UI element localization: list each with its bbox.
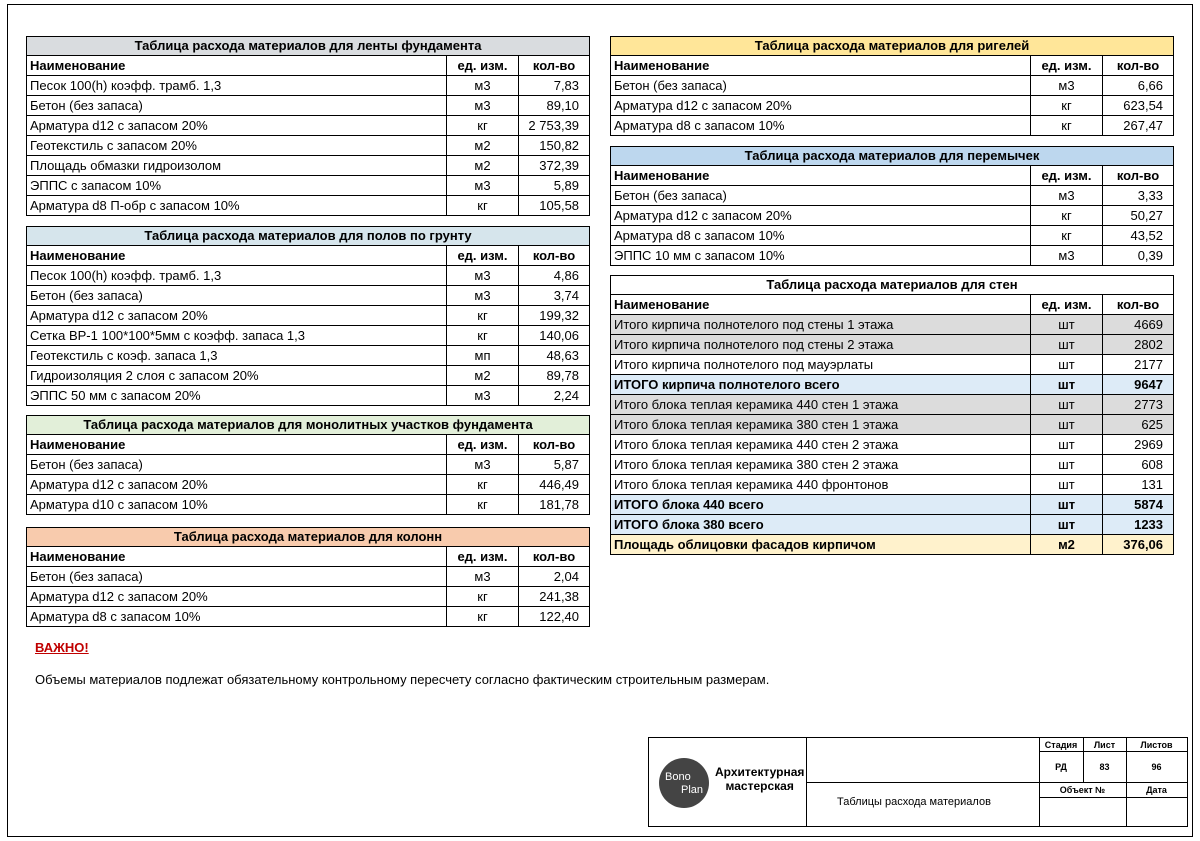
table-row <box>611 96 1174 116</box>
row-name: Итого блока теплая керамика 440 стен 2 этажа <box>611 435 1031 455</box>
row-unit: кг <box>1031 96 1103 116</box>
table-row <box>611 335 1174 355</box>
table-peremychki <box>610 146 1174 266</box>
row-unit: м3 <box>447 567 519 587</box>
row-qty: 241,38 <box>519 587 590 607</box>
row-name: Арматура d8 П-обр с запасом 10% <box>27 196 447 216</box>
table-header-row <box>611 295 1174 315</box>
row-name: Итого кирпича полнотелого под стены 1 этажа <box>611 315 1031 335</box>
row-unit: м3 <box>1031 246 1103 266</box>
sheet-label: Лист <box>1093 740 1116 750</box>
document-title: Таблицы расхода материалов <box>837 796 991 808</box>
row-qty: 6,66 <box>1103 76 1174 96</box>
table-header-row <box>611 166 1174 186</box>
row-unit: шт <box>1031 355 1103 375</box>
table-title: Таблица расхода материалов для колонн <box>27 528 590 547</box>
row-name: Песок 100(h) коэфф. трамб. 1,3 <box>27 266 447 286</box>
table-title: Таблица расхода материалов для ленты фундамента <box>27 37 590 56</box>
row-qty: 5,89 <box>519 176 590 196</box>
row-name: Площадь обмазки гидроизолом <box>27 156 447 176</box>
table-header-row <box>27 56 590 76</box>
row-qty: 0,39 <box>1103 246 1174 266</box>
row-qty: 105,58 <box>519 196 590 216</box>
row-qty: 3,33 <box>1103 186 1174 206</box>
row-unit: кг <box>447 116 519 136</box>
table-row <box>611 246 1174 266</box>
table-row <box>27 386 590 406</box>
row-qty: 43,52 <box>1103 226 1174 246</box>
table-row <box>611 395 1174 415</box>
table-caption-row <box>27 37 590 56</box>
row-name: Сетка ВР-1 100*100*5мм с коэфф. запаса 1,3 <box>27 326 447 346</box>
row-name: Геотекстиль с коэф. запаса 1,3 <box>27 346 447 366</box>
column-header-qty: кол-во <box>1103 295 1174 315</box>
table-row <box>611 76 1174 96</box>
table-caption-row <box>27 528 590 547</box>
table-row <box>27 587 590 607</box>
row-qty: 2 753,39 <box>519 116 590 136</box>
row-unit: м3 <box>1031 186 1103 206</box>
row-name: ЭППС с запасом 10% <box>27 176 447 196</box>
logo-cell <box>649 738 807 826</box>
column-header-name: Наименование <box>611 295 1031 315</box>
row-unit: кг <box>1031 116 1103 136</box>
column-header-unit: ед. изм. <box>447 547 519 567</box>
row-unit: кг <box>1031 206 1103 226</box>
table-row <box>27 96 590 116</box>
row-unit: кг <box>447 495 519 515</box>
table-header-row <box>611 56 1174 76</box>
row-unit: м3 <box>447 266 519 286</box>
important-heading: ВАЖНО! <box>35 640 89 655</box>
column-header-name: Наименование <box>611 166 1031 186</box>
table-row <box>611 455 1174 475</box>
row-unit: шт <box>1031 395 1103 415</box>
row-name: ИТОГО блока 440 всего <box>611 495 1031 515</box>
row-unit: шт <box>1031 515 1103 535</box>
table-title: Таблица расхода материалов для стен <box>611 276 1174 295</box>
row-qty: 140,06 <box>519 326 590 346</box>
row-unit: м3 <box>1031 76 1103 96</box>
column-header-unit: ед. изм. <box>447 246 519 266</box>
column-header-qty: кол-во <box>519 435 590 455</box>
row-qty: 5,87 <box>519 455 590 475</box>
row-qty: 446,49 <box>519 475 590 495</box>
row-qty: 4,86 <box>519 266 590 286</box>
table-header-row <box>27 435 590 455</box>
stage-label: Стадия <box>1044 740 1078 750</box>
table-row <box>27 455 590 475</box>
row-qty: 4669 <box>1103 315 1174 335</box>
row-name: Бетон (без запаса) <box>611 186 1031 206</box>
row-unit: м2 <box>447 156 519 176</box>
row-unit: м2 <box>1031 535 1103 555</box>
table-row <box>27 76 590 96</box>
table-row <box>27 366 590 386</box>
row-name: ИТОГО кирпича полнотелого всего <box>611 375 1031 395</box>
row-unit: кг <box>447 196 519 216</box>
row-qty: 131 <box>1103 475 1174 495</box>
row-qty: 7,83 <box>519 76 590 96</box>
stage-value: РД <box>1055 762 1067 772</box>
table-title: Таблица расхода материалов для ригелей <box>611 37 1174 56</box>
column-header-name: Наименование <box>27 547 447 567</box>
row-unit: шт <box>1031 495 1103 515</box>
row-name: Бетон (без запаса) <box>27 455 447 475</box>
table-row <box>611 515 1174 535</box>
row-unit: м3 <box>447 176 519 196</box>
row-name: ЭППС 10 мм с запасом 10% <box>611 246 1031 266</box>
row-unit: шт <box>1031 415 1103 435</box>
table-row <box>611 415 1174 435</box>
table-row <box>611 226 1174 246</box>
date-label: Дата <box>1146 785 1167 795</box>
row-qty: 2177 <box>1103 355 1174 375</box>
table-row <box>27 156 590 176</box>
table-header-row <box>27 246 590 266</box>
row-qty: 2773 <box>1103 395 1174 415</box>
table-row <box>27 607 590 627</box>
row-name: Площадь облицовки фасадов кирпичом <box>611 535 1031 555</box>
table-row <box>27 136 590 156</box>
row-name: Итого блока теплая керамика 380 стен 1 этажа <box>611 415 1031 435</box>
table-title: Таблица расхода материалов для перемычек <box>611 147 1174 166</box>
table-lenta-fundamenta <box>26 36 590 216</box>
row-unit: шт <box>1031 375 1103 395</box>
row-qty: 376,06 <box>1103 535 1174 555</box>
row-name: Геотекстиль с запасом 20% <box>27 136 447 156</box>
column-header-unit: ед. изм. <box>1031 56 1103 76</box>
row-name: Арматура d8 с запасом 10% <box>27 607 447 627</box>
row-unit: м3 <box>447 455 519 475</box>
column-header-unit: ед. изм. <box>447 435 519 455</box>
row-name: Арматура d10 с запасом 10% <box>27 495 447 515</box>
table-row <box>27 286 590 306</box>
table-monolitnye-uchastki <box>26 415 590 515</box>
row-name: Итого кирпича полнотелого под мауэрлаты <box>611 355 1031 375</box>
row-name: Арматура d12 с запасом 20% <box>27 306 447 326</box>
row-qty: 5874 <box>1103 495 1174 515</box>
table-row <box>611 435 1174 455</box>
table-row <box>27 475 590 495</box>
column-header-name: Наименование <box>27 56 447 76</box>
row-name: Итого блока теплая керамика 440 фронтонов <box>611 475 1031 495</box>
important-note: Объемы материалов подлежат обязательному контрольному пересчету согласно фактическим строительным размерам. <box>35 672 770 687</box>
table-kolonny <box>26 527 590 627</box>
row-qty: 50,27 <box>1103 206 1174 226</box>
column-header-unit: ед. изм. <box>447 56 519 76</box>
table-caption-row <box>611 147 1174 166</box>
table-caption-row <box>27 227 590 246</box>
row-unit: кг <box>447 475 519 495</box>
sheet-value: 83 <box>1099 762 1110 772</box>
row-qty: 625 <box>1103 415 1174 435</box>
row-qty: 1233 <box>1103 515 1174 535</box>
table-caption-row <box>611 276 1174 295</box>
row-qty: 3,74 <box>519 286 590 306</box>
row-name: Арматура d12 с запасом 20% <box>27 475 447 495</box>
table-title: Таблица расхода материалов для монолитных участков фундамента <box>27 416 590 435</box>
row-unit: м2 <box>447 136 519 156</box>
title-block <box>648 737 1188 827</box>
column-header-unit: ед. изм. <box>1031 166 1103 186</box>
column-header-name: Наименование <box>27 435 447 455</box>
row-qty: 372,39 <box>519 156 590 176</box>
row-qty: 608 <box>1103 455 1174 475</box>
table-row <box>611 355 1174 375</box>
row-unit: мп <box>447 346 519 366</box>
table-row <box>611 375 1174 395</box>
row-qty: 267,47 <box>1103 116 1174 136</box>
row-name: Итого блока теплая керамика 440 стен 1 этажа <box>611 395 1031 415</box>
table-row <box>611 475 1174 495</box>
table-row <box>611 495 1174 515</box>
row-name: ИТОГО блока 380 всего <box>611 515 1031 535</box>
table-row <box>611 206 1174 226</box>
row-unit: кг <box>447 326 519 346</box>
column-header-qty: кол-во <box>519 56 590 76</box>
table-row <box>611 535 1174 555</box>
table-row <box>27 306 590 326</box>
row-name: Арматура d12 с запасом 20% <box>27 587 447 607</box>
row-qty: 2802 <box>1103 335 1174 355</box>
row-unit: м3 <box>447 286 519 306</box>
row-name: ЭППС 50 мм с запасом 20% <box>27 386 447 406</box>
row-unit: м2 <box>447 366 519 386</box>
row-unit: шт <box>1031 475 1103 495</box>
row-qty: 2,24 <box>519 386 590 406</box>
row-name: Арматура d12 с запасом 20% <box>611 206 1031 226</box>
row-qty: 48,63 <box>519 346 590 366</box>
column-header-qty: кол-во <box>1103 56 1174 76</box>
row-qty: 9647 <box>1103 375 1174 395</box>
table-rigeli <box>610 36 1174 136</box>
row-qty: 150,82 <box>519 136 590 156</box>
row-unit: м3 <box>447 76 519 96</box>
row-unit: кг <box>447 607 519 627</box>
row-name: Итого кирпича полнотелого под стены 2 этажа <box>611 335 1031 355</box>
firm-name: Архитектурная мастерская <box>715 765 805 793</box>
row-unit: м3 <box>447 386 519 406</box>
table-caption-row <box>611 37 1174 56</box>
sheets-label: Листов <box>1140 740 1173 750</box>
row-name: Песок 100(h) коэфф. трамб. 1,3 <box>27 76 447 96</box>
row-unit: кг <box>447 587 519 607</box>
row-name: Гидроизоляция 2 слоя с запасом 20% <box>27 366 447 386</box>
row-name: Арматура d12 с запасом 20% <box>27 116 447 136</box>
row-name: Итого блока теплая керамика 380 стен 2 этажа <box>611 455 1031 475</box>
table-steny <box>610 275 1174 555</box>
table-row <box>27 176 590 196</box>
row-name: Арматура d8 с запасом 10% <box>611 226 1031 246</box>
table-row <box>27 567 590 587</box>
table-row <box>27 326 590 346</box>
row-unit: шт <box>1031 335 1103 355</box>
row-name: Бетон (без запаса) <box>27 96 447 116</box>
object-label: Объект № <box>1059 785 1106 795</box>
table-row <box>27 116 590 136</box>
column-header-unit: ед. изм. <box>1031 295 1103 315</box>
row-qty: 623,54 <box>1103 96 1174 116</box>
table-poly-po-gruntu <box>26 226 590 406</box>
column-header-name: Наименование <box>611 56 1031 76</box>
column-header-qty: кол-во <box>519 547 590 567</box>
row-name: Бетон (без запаса) <box>27 286 447 306</box>
table-row <box>611 186 1174 206</box>
row-unit: кг <box>447 306 519 326</box>
row-unit: м3 <box>447 96 519 116</box>
row-qty: 89,78 <box>519 366 590 386</box>
table-title: Таблица расхода материалов для полов по грунту <box>27 227 590 246</box>
row-unit: шт <box>1031 455 1103 475</box>
row-unit: шт <box>1031 315 1103 335</box>
row-qty: 2969 <box>1103 435 1174 455</box>
table-caption-row <box>27 416 590 435</box>
column-header-name: Наименование <box>27 246 447 266</box>
table-row <box>611 315 1174 335</box>
row-unit: кг <box>1031 226 1103 246</box>
row-name: Бетон (без запаса) <box>611 76 1031 96</box>
column-header-qty: кол-во <box>1103 166 1174 186</box>
table-row <box>27 495 590 515</box>
row-qty: 181,78 <box>519 495 590 515</box>
table-row <box>27 266 590 286</box>
row-qty: 2,04 <box>519 567 590 587</box>
bonoplan-logo: Bono Plan <box>659 758 709 808</box>
sheets-value: 96 <box>1151 762 1162 772</box>
table-row <box>27 196 590 216</box>
row-unit: шт <box>1031 435 1103 455</box>
column-header-qty: кол-во <box>519 246 590 266</box>
table-row <box>611 116 1174 136</box>
table-header-row <box>27 547 590 567</box>
row-name: Арматура d8 с запасом 10% <box>611 116 1031 136</box>
row-qty: 122,40 <box>519 607 590 627</box>
table-row <box>27 346 590 366</box>
row-qty: 89,10 <box>519 96 590 116</box>
row-qty: 199,32 <box>519 306 590 326</box>
row-name: Арматура d12 с запасом 20% <box>611 96 1031 116</box>
row-name: Бетон (без запаса) <box>27 567 447 587</box>
